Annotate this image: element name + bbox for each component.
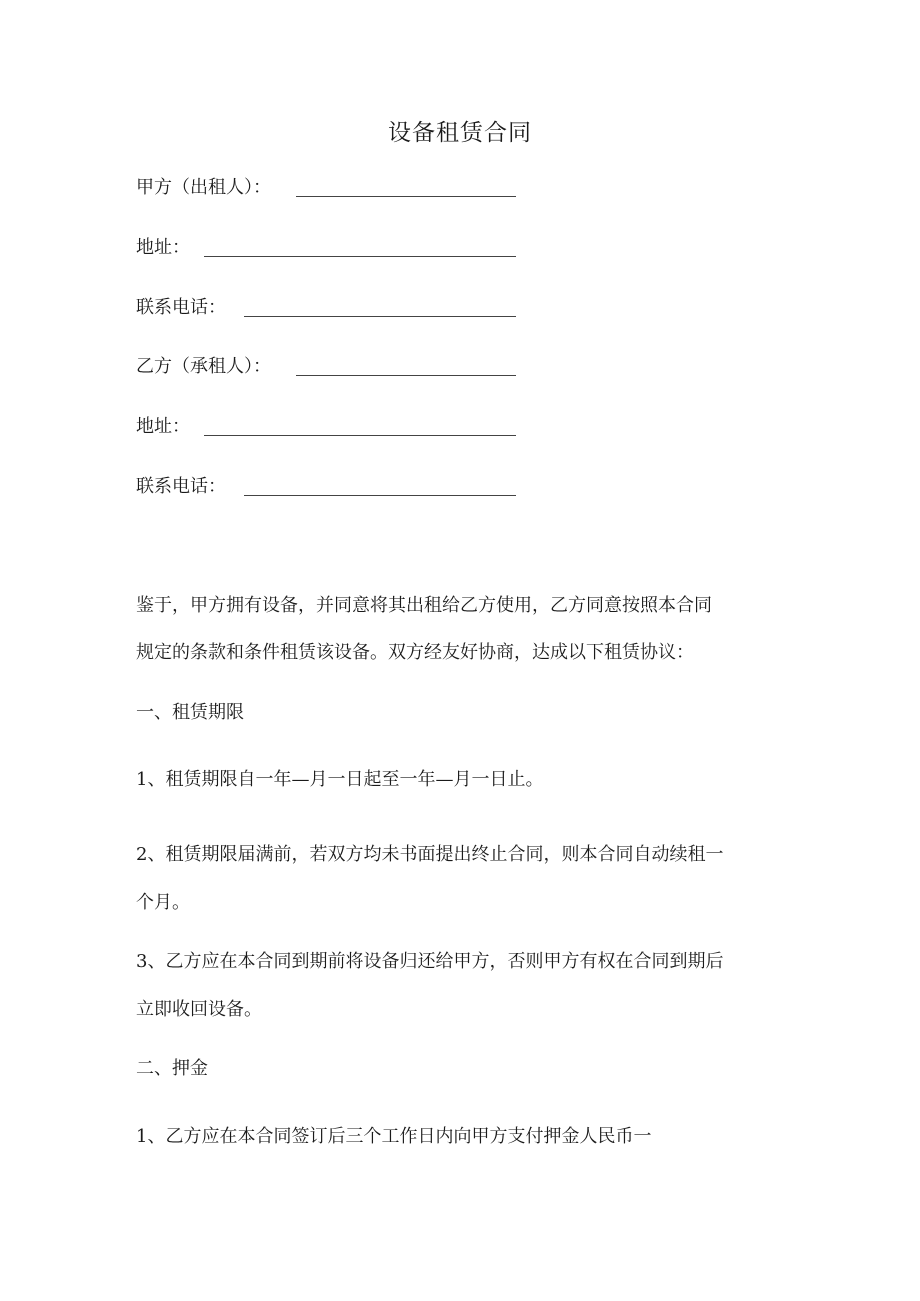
section-heading-deposit: 二、押金 [136,1058,208,1079]
clause-term-3-line-1: 3、乙方应在本合同到期前将设备归还给甲方，否则甲方有权在合同到期后 [136,951,724,972]
lessee-phone-label: 联系电话： [136,476,226,497]
lessee-name-field [136,352,536,382]
clause-deposit-1: 1、乙方应在本合同签订后三个工作日内向甲方支付押金人民币一 [136,1126,652,1147]
lessee-name-blank[interactable] [296,375,516,376]
lessor-phone-label: 联系电话： [136,297,226,318]
lessor-phone-blank[interactable] [244,316,516,317]
lessee-phone-field [136,472,536,502]
lessor-address-field [136,233,536,263]
lessor-name-field [136,173,536,203]
preamble-line-1: 鉴于，甲方拥有设备，并同意将其出租给乙方使用，乙方同意按照本合同 [136,595,712,616]
lessee-phone-blank[interactable] [244,495,516,496]
lessee-address-label: 地址： [136,416,190,437]
lessor-name-blank[interactable] [296,196,516,197]
lessee-address-blank[interactable] [204,435,516,436]
clause-term-2-line-1: 2、租赁期限届满前，若双方均未书面提出终止合同，则本合同自动续租一 [136,844,724,865]
lessor-address-blank[interactable] [204,256,516,257]
lessee-address-field [136,412,536,442]
lessor-name-label: 甲方（出租人）： [136,177,271,198]
section-heading-term: 一、租赁期限 [136,702,244,723]
lessor-phone-field [136,293,536,323]
preamble-line-2: 规定的条款和条件租赁该设备。双方经友好协商，达成以下租赁协议： [136,642,694,663]
lessor-address-label: 地址： [136,237,190,258]
clause-term-3-line-2: 立即收回设备。 [136,999,262,1020]
lessee-name-label: 乙方（承租人）： [136,356,271,377]
document-title: 设备租赁合同 [388,120,532,146]
clause-term-2-line-2: 个月。 [136,892,190,913]
clause-term-1: 1、租赁期限自一年—月一日起至一年—月一日止。 [136,769,544,790]
